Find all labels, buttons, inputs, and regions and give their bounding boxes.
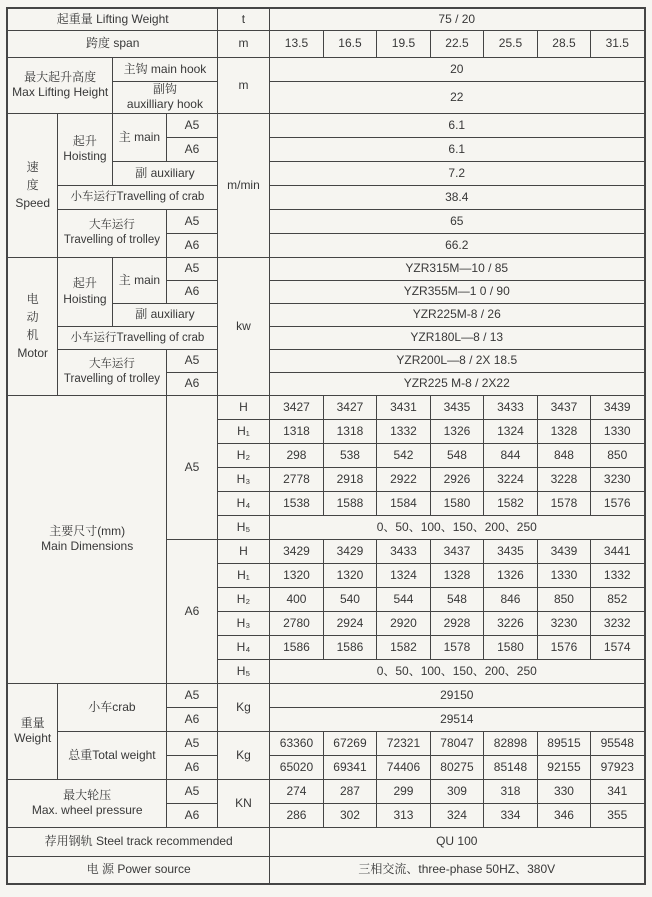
dim-value: 1328 bbox=[537, 419, 590, 443]
main-dimensions-label bbox=[7, 395, 166, 683]
weight-total-value: 78047 bbox=[430, 731, 483, 755]
span-value: 25.5 bbox=[483, 30, 537, 57]
dim-value: 1576 bbox=[590, 491, 644, 515]
dim-value: 3427 bbox=[269, 395, 323, 419]
class-a5-cell: A5 bbox=[166, 113, 217, 137]
dim-value: 852 bbox=[590, 587, 644, 611]
class-a5-cell: A5 bbox=[166, 257, 217, 280]
dim-value: 1318 bbox=[323, 419, 376, 443]
wheel-pressure-label-cn: 最大轮压 bbox=[63, 787, 112, 802]
motor-unit: kw bbox=[217, 257, 269, 395]
motor-trolley-label bbox=[57, 349, 166, 395]
hoisting-label-en: Hoisting bbox=[63, 149, 107, 164]
motor-aux-label: 副 auxiliary bbox=[112, 303, 217, 326]
wheel-pressure-value: 346 bbox=[537, 803, 590, 827]
span-value: 16.5 bbox=[323, 30, 376, 57]
speed-label-en: Speed bbox=[15, 196, 51, 211]
main-dimensions-label-cn: 主要尺寸(mm) bbox=[49, 523, 126, 538]
dim-row-label: H₁ bbox=[217, 419, 269, 443]
crane-spec-table bbox=[6, 7, 645, 885]
wheel-pressure-label bbox=[7, 779, 166, 827]
span-value: 31.5 bbox=[590, 30, 644, 57]
dim-row-label: H₅ bbox=[217, 515, 269, 539]
weight-total-value: 89515 bbox=[537, 731, 590, 755]
class-a5-cell: A5 bbox=[166, 349, 217, 372]
dim-value: 1328 bbox=[430, 563, 483, 587]
dim-value: 2778 bbox=[269, 467, 323, 491]
dim-value: 3439 bbox=[537, 539, 590, 563]
row-motor-trolley-a5 bbox=[7, 349, 644, 372]
weight-total-value: 69341 bbox=[323, 755, 376, 779]
weight-total-value: 82898 bbox=[483, 731, 537, 755]
motor-label-en: Motor bbox=[17, 346, 49, 361]
weight-crab-unit: Kg bbox=[217, 683, 269, 731]
row-wheel-a5 bbox=[7, 779, 644, 803]
weight-total-value: 74406 bbox=[376, 755, 430, 779]
speed-trolley-label bbox=[57, 209, 166, 257]
class-a5-cell: A5 bbox=[166, 209, 217, 233]
wheel-pressure-value: 299 bbox=[376, 779, 430, 803]
dim-value: 3437 bbox=[430, 539, 483, 563]
dim-value: 1574 bbox=[590, 635, 644, 659]
dim-value: 538 bbox=[323, 443, 376, 467]
weight-crab-label: 小车crab bbox=[57, 683, 166, 731]
speed-trolley-a5-value: 65 bbox=[269, 209, 644, 233]
span-value: 13.5 bbox=[269, 30, 323, 57]
motor-aux-value: YZR225M-8 / 26 bbox=[269, 303, 644, 326]
dim-value: 1578 bbox=[430, 635, 483, 659]
class-a6-cell: A6 bbox=[166, 707, 217, 731]
dim-value: 850 bbox=[537, 587, 590, 611]
speed-hoisting-label bbox=[57, 113, 112, 185]
dim-value: 3429 bbox=[323, 539, 376, 563]
dim-row-label: H bbox=[217, 539, 269, 563]
dim-value: 1588 bbox=[323, 491, 376, 515]
dim-value: 2922 bbox=[376, 467, 430, 491]
dim-value: 3435 bbox=[483, 539, 537, 563]
wheel-pressure-value: 286 bbox=[269, 803, 323, 827]
dim-value: 1326 bbox=[483, 563, 537, 587]
class-a5-cell: A5 bbox=[166, 731, 217, 755]
hoisting-label-cn: 起升 bbox=[72, 276, 97, 291]
trolley-label-en: Travelling of trolley bbox=[63, 234, 160, 247]
weight-total-label: 总重Total weight bbox=[57, 731, 166, 779]
span-value: 22.5 bbox=[430, 30, 483, 57]
weight-label-en: Weight bbox=[14, 731, 52, 746]
dim-value: 850 bbox=[590, 443, 644, 467]
dim-value: 2920 bbox=[376, 611, 430, 635]
row-speed-main-a5 bbox=[7, 113, 644, 137]
weight-total-value: 92155 bbox=[537, 755, 590, 779]
dim-value: 1586 bbox=[323, 635, 376, 659]
dim-value: 1538 bbox=[269, 491, 323, 515]
dim-value: 1324 bbox=[483, 419, 537, 443]
dim-value: 298 bbox=[269, 443, 323, 467]
dim-value: 2918 bbox=[323, 467, 376, 491]
span-label: 跨度 span bbox=[7, 30, 217, 57]
hoisting-label-cn: 起升 bbox=[72, 133, 97, 148]
main-hook-value: 20 bbox=[269, 57, 644, 81]
dim-value: 1324 bbox=[376, 563, 430, 587]
wheel-pressure-value: 318 bbox=[483, 779, 537, 803]
motor-trolley-a5-value: YZR200L—8 / 2X 18.5 bbox=[269, 349, 644, 372]
dim-value: 1584 bbox=[376, 491, 430, 515]
motor-main-a5-value: YZR315M—10 / 85 bbox=[269, 257, 644, 280]
weight-total-value: 85148 bbox=[483, 755, 537, 779]
wheel-pressure-unit: KN bbox=[217, 779, 269, 827]
dim-value: 3228 bbox=[537, 467, 590, 491]
trolley-label-en: Travelling of trolley bbox=[63, 373, 160, 386]
row-lifting-weight bbox=[7, 8, 644, 30]
motor-label-cn3: 机 bbox=[26, 328, 39, 343]
weight-total-value: 72321 bbox=[376, 731, 430, 755]
aux-hook-value: 22 bbox=[269, 81, 644, 113]
speed-unit: m/min bbox=[217, 113, 269, 257]
class-a6-cell: A6 bbox=[166, 539, 217, 683]
wheel-pressure-value: 287 bbox=[323, 779, 376, 803]
dim-row-label: H₃ bbox=[217, 467, 269, 491]
hoisting-label-en: Hoisting bbox=[63, 291, 107, 306]
weight-crab-a6-value: 29514 bbox=[269, 707, 644, 731]
dim-value: 3230 bbox=[537, 611, 590, 635]
row-motor-main-a5 bbox=[7, 257, 644, 280]
speed-crab-label: 小车运行Travelling of crab bbox=[57, 185, 217, 209]
wheel-pressure-value: 355 bbox=[590, 803, 644, 827]
class-a6-cell: A6 bbox=[166, 233, 217, 257]
wheel-pressure-value: 313 bbox=[376, 803, 430, 827]
dim-value: 3441 bbox=[590, 539, 644, 563]
main-hook-label: 主钩 main hook bbox=[112, 57, 217, 81]
dim-value: 3439 bbox=[590, 395, 644, 419]
max-height-label-en: Max Lifting Height bbox=[12, 85, 109, 100]
dim-value: 3435 bbox=[430, 395, 483, 419]
trolley-label-cn: 大车运行 bbox=[88, 219, 135, 232]
steel-track-value: QU 100 bbox=[269, 827, 644, 856]
dim-value: 1330 bbox=[537, 563, 590, 587]
dim-row-label: H bbox=[217, 395, 269, 419]
dim-value: 2926 bbox=[430, 467, 483, 491]
max-height-unit: m bbox=[217, 57, 269, 113]
speed-aux-value: 7.2 bbox=[269, 161, 644, 185]
dim-value: 3427 bbox=[323, 395, 376, 419]
dim-row-label: H₂ bbox=[217, 443, 269, 467]
dim-value: 3232 bbox=[590, 611, 644, 635]
dim-value: 542 bbox=[376, 443, 430, 467]
dim-h5-value: 0、50、100、150、200、250 bbox=[269, 515, 644, 539]
dim-value: 1320 bbox=[269, 563, 323, 587]
dim-value: 548 bbox=[430, 443, 483, 467]
span-unit: m bbox=[217, 30, 269, 57]
row-speed-crab bbox=[7, 185, 644, 209]
class-a6-cell: A6 bbox=[166, 803, 217, 827]
wheel-pressure-value: 341 bbox=[590, 779, 644, 803]
weight-total-value: 65020 bbox=[269, 755, 323, 779]
span-value: 28.5 bbox=[537, 30, 590, 57]
speed-main-label: 主 main bbox=[112, 113, 166, 161]
dim-value: 3224 bbox=[483, 467, 537, 491]
weight-total-value: 67269 bbox=[323, 731, 376, 755]
dim-value: 848 bbox=[537, 443, 590, 467]
dim-value: 1330 bbox=[590, 419, 644, 443]
weight-total-value: 63360 bbox=[269, 731, 323, 755]
class-a5-cell: A5 bbox=[166, 779, 217, 803]
dim-value: 400 bbox=[269, 587, 323, 611]
dim-row-label: H₄ bbox=[217, 635, 269, 659]
dim-value: 1582 bbox=[483, 491, 537, 515]
dim-value: 544 bbox=[376, 587, 430, 611]
wheel-pressure-value: 330 bbox=[537, 779, 590, 803]
class-a6-cell: A6 bbox=[166, 755, 217, 779]
row-speed-trolley-a5 bbox=[7, 209, 644, 233]
row-weight-total-a5 bbox=[7, 731, 644, 755]
wheel-pressure-value: 309 bbox=[430, 779, 483, 803]
motor-label-cn2: 动 bbox=[26, 310, 39, 325]
main-dimensions-label-en: Main Dimensions bbox=[41, 539, 134, 554]
dim-row-label: H₃ bbox=[217, 611, 269, 635]
weight-total-unit: Kg bbox=[217, 731, 269, 779]
speed-main-a6-value: 6.1 bbox=[269, 137, 644, 161]
max-height-label-cn: 最大起升高度 bbox=[24, 69, 97, 84]
speed-label-cn1: 速 bbox=[26, 160, 39, 175]
row-steel-track bbox=[7, 827, 644, 856]
weight-label-cn: 重量 bbox=[20, 715, 45, 730]
dim-row-label: H₂ bbox=[217, 587, 269, 611]
wheel-pressure-value: 274 bbox=[269, 779, 323, 803]
dim-value: 1580 bbox=[483, 635, 537, 659]
row-power-source bbox=[7, 856, 644, 884]
motor-trolley-a6-value: YZR225 M-8 / 2X22 bbox=[269, 372, 644, 395]
dim-value: 3429 bbox=[269, 539, 323, 563]
dim-value: 2924 bbox=[323, 611, 376, 635]
motor-crab-label: 小车运行Travelling of crab bbox=[57, 326, 217, 349]
dim-value: 3433 bbox=[376, 539, 430, 563]
speed-crab-value: 38.4 bbox=[269, 185, 644, 209]
dim-value: 1582 bbox=[376, 635, 430, 659]
dim-value: 846 bbox=[483, 587, 537, 611]
dim-value: 1576 bbox=[537, 635, 590, 659]
span-value: 19.5 bbox=[376, 30, 430, 57]
dim-value: 1320 bbox=[323, 563, 376, 587]
speed-aux-label: 副 auxiliary bbox=[112, 161, 217, 185]
row-weight-crab-a5 bbox=[7, 683, 644, 707]
wheel-pressure-value: 302 bbox=[323, 803, 376, 827]
speed-section-label bbox=[7, 113, 57, 257]
wheel-pressure-value: 324 bbox=[430, 803, 483, 827]
wheel-pressure-label-en: Max. wheel pressure bbox=[31, 803, 143, 818]
weight-section-label bbox=[7, 683, 57, 779]
dim-value: 1332 bbox=[590, 563, 644, 587]
dim-value: 1332 bbox=[376, 419, 430, 443]
weight-total-value: 97923 bbox=[590, 755, 644, 779]
aux-hook-label bbox=[112, 81, 217, 113]
max-height-label bbox=[7, 57, 112, 113]
dim-row-label: H₄ bbox=[217, 491, 269, 515]
dim-value: 3226 bbox=[483, 611, 537, 635]
dim-value: 3230 bbox=[590, 467, 644, 491]
speed-main-a5-value: 6.1 bbox=[269, 113, 644, 137]
aux-hook-label-cn: 副钩 bbox=[152, 81, 177, 96]
dim-h5-value: 0、50、100、150、200、250 bbox=[269, 659, 644, 683]
dim-value: 3437 bbox=[537, 395, 590, 419]
motor-main-a6-value: YZR355M—1 0 / 90 bbox=[269, 280, 644, 303]
dim-value: 3433 bbox=[483, 395, 537, 419]
trolley-label-cn: 大车运行 bbox=[88, 358, 135, 371]
motor-main-label: 主 main bbox=[112, 257, 166, 303]
dim-row-label: H₅ bbox=[217, 659, 269, 683]
dim-value: 2780 bbox=[269, 611, 323, 635]
row-span bbox=[7, 30, 644, 57]
class-a6-cell: A6 bbox=[166, 372, 217, 395]
motor-crab-value: YZR180L—8 / 13 bbox=[269, 326, 644, 349]
dim-value: 2928 bbox=[430, 611, 483, 635]
wheel-pressure-value: 334 bbox=[483, 803, 537, 827]
dim-value: 540 bbox=[323, 587, 376, 611]
lifting-weight-unit: t bbox=[217, 8, 269, 30]
row-dim-a5-h bbox=[7, 395, 644, 419]
class-a5-cell: A5 bbox=[166, 683, 217, 707]
class-a5-cell: A5 bbox=[166, 395, 217, 539]
class-a6-cell: A6 bbox=[166, 137, 217, 161]
dim-value: 1326 bbox=[430, 419, 483, 443]
aux-hook-label-en: auxilliary hook bbox=[126, 97, 203, 112]
speed-label-cn2: 度 bbox=[26, 178, 39, 193]
dim-value: 1578 bbox=[537, 491, 590, 515]
dim-value: 1586 bbox=[269, 635, 323, 659]
dim-value: 844 bbox=[483, 443, 537, 467]
weight-total-value: 95548 bbox=[590, 731, 644, 755]
weight-crab-a5-value: 29150 bbox=[269, 683, 644, 707]
weight-total-value: 80275 bbox=[430, 755, 483, 779]
motor-section-label bbox=[7, 257, 57, 395]
dim-value: 1318 bbox=[269, 419, 323, 443]
row-motor-crab bbox=[7, 326, 644, 349]
motor-label-cn1: 电 bbox=[26, 292, 39, 307]
dim-value: 548 bbox=[430, 587, 483, 611]
power-source-label: 电 源 Power source bbox=[7, 856, 269, 884]
speed-trolley-a6-value: 66.2 bbox=[269, 233, 644, 257]
steel-track-label: 荐用钢轨 Steel track recommended bbox=[7, 827, 269, 856]
dim-value: 1580 bbox=[430, 491, 483, 515]
row-main-hook bbox=[7, 57, 644, 81]
class-a6-cell: A6 bbox=[166, 280, 217, 303]
lifting-weight-value: 75 / 20 bbox=[269, 8, 644, 30]
motor-hoisting-label bbox=[57, 257, 112, 326]
dim-row-label: H₁ bbox=[217, 563, 269, 587]
power-source-value: 三相交流、three-phase 50HZ、380V bbox=[269, 856, 644, 884]
lifting-weight-label: 起重量 Lifting Weight bbox=[7, 8, 217, 30]
dim-value: 3431 bbox=[376, 395, 430, 419]
